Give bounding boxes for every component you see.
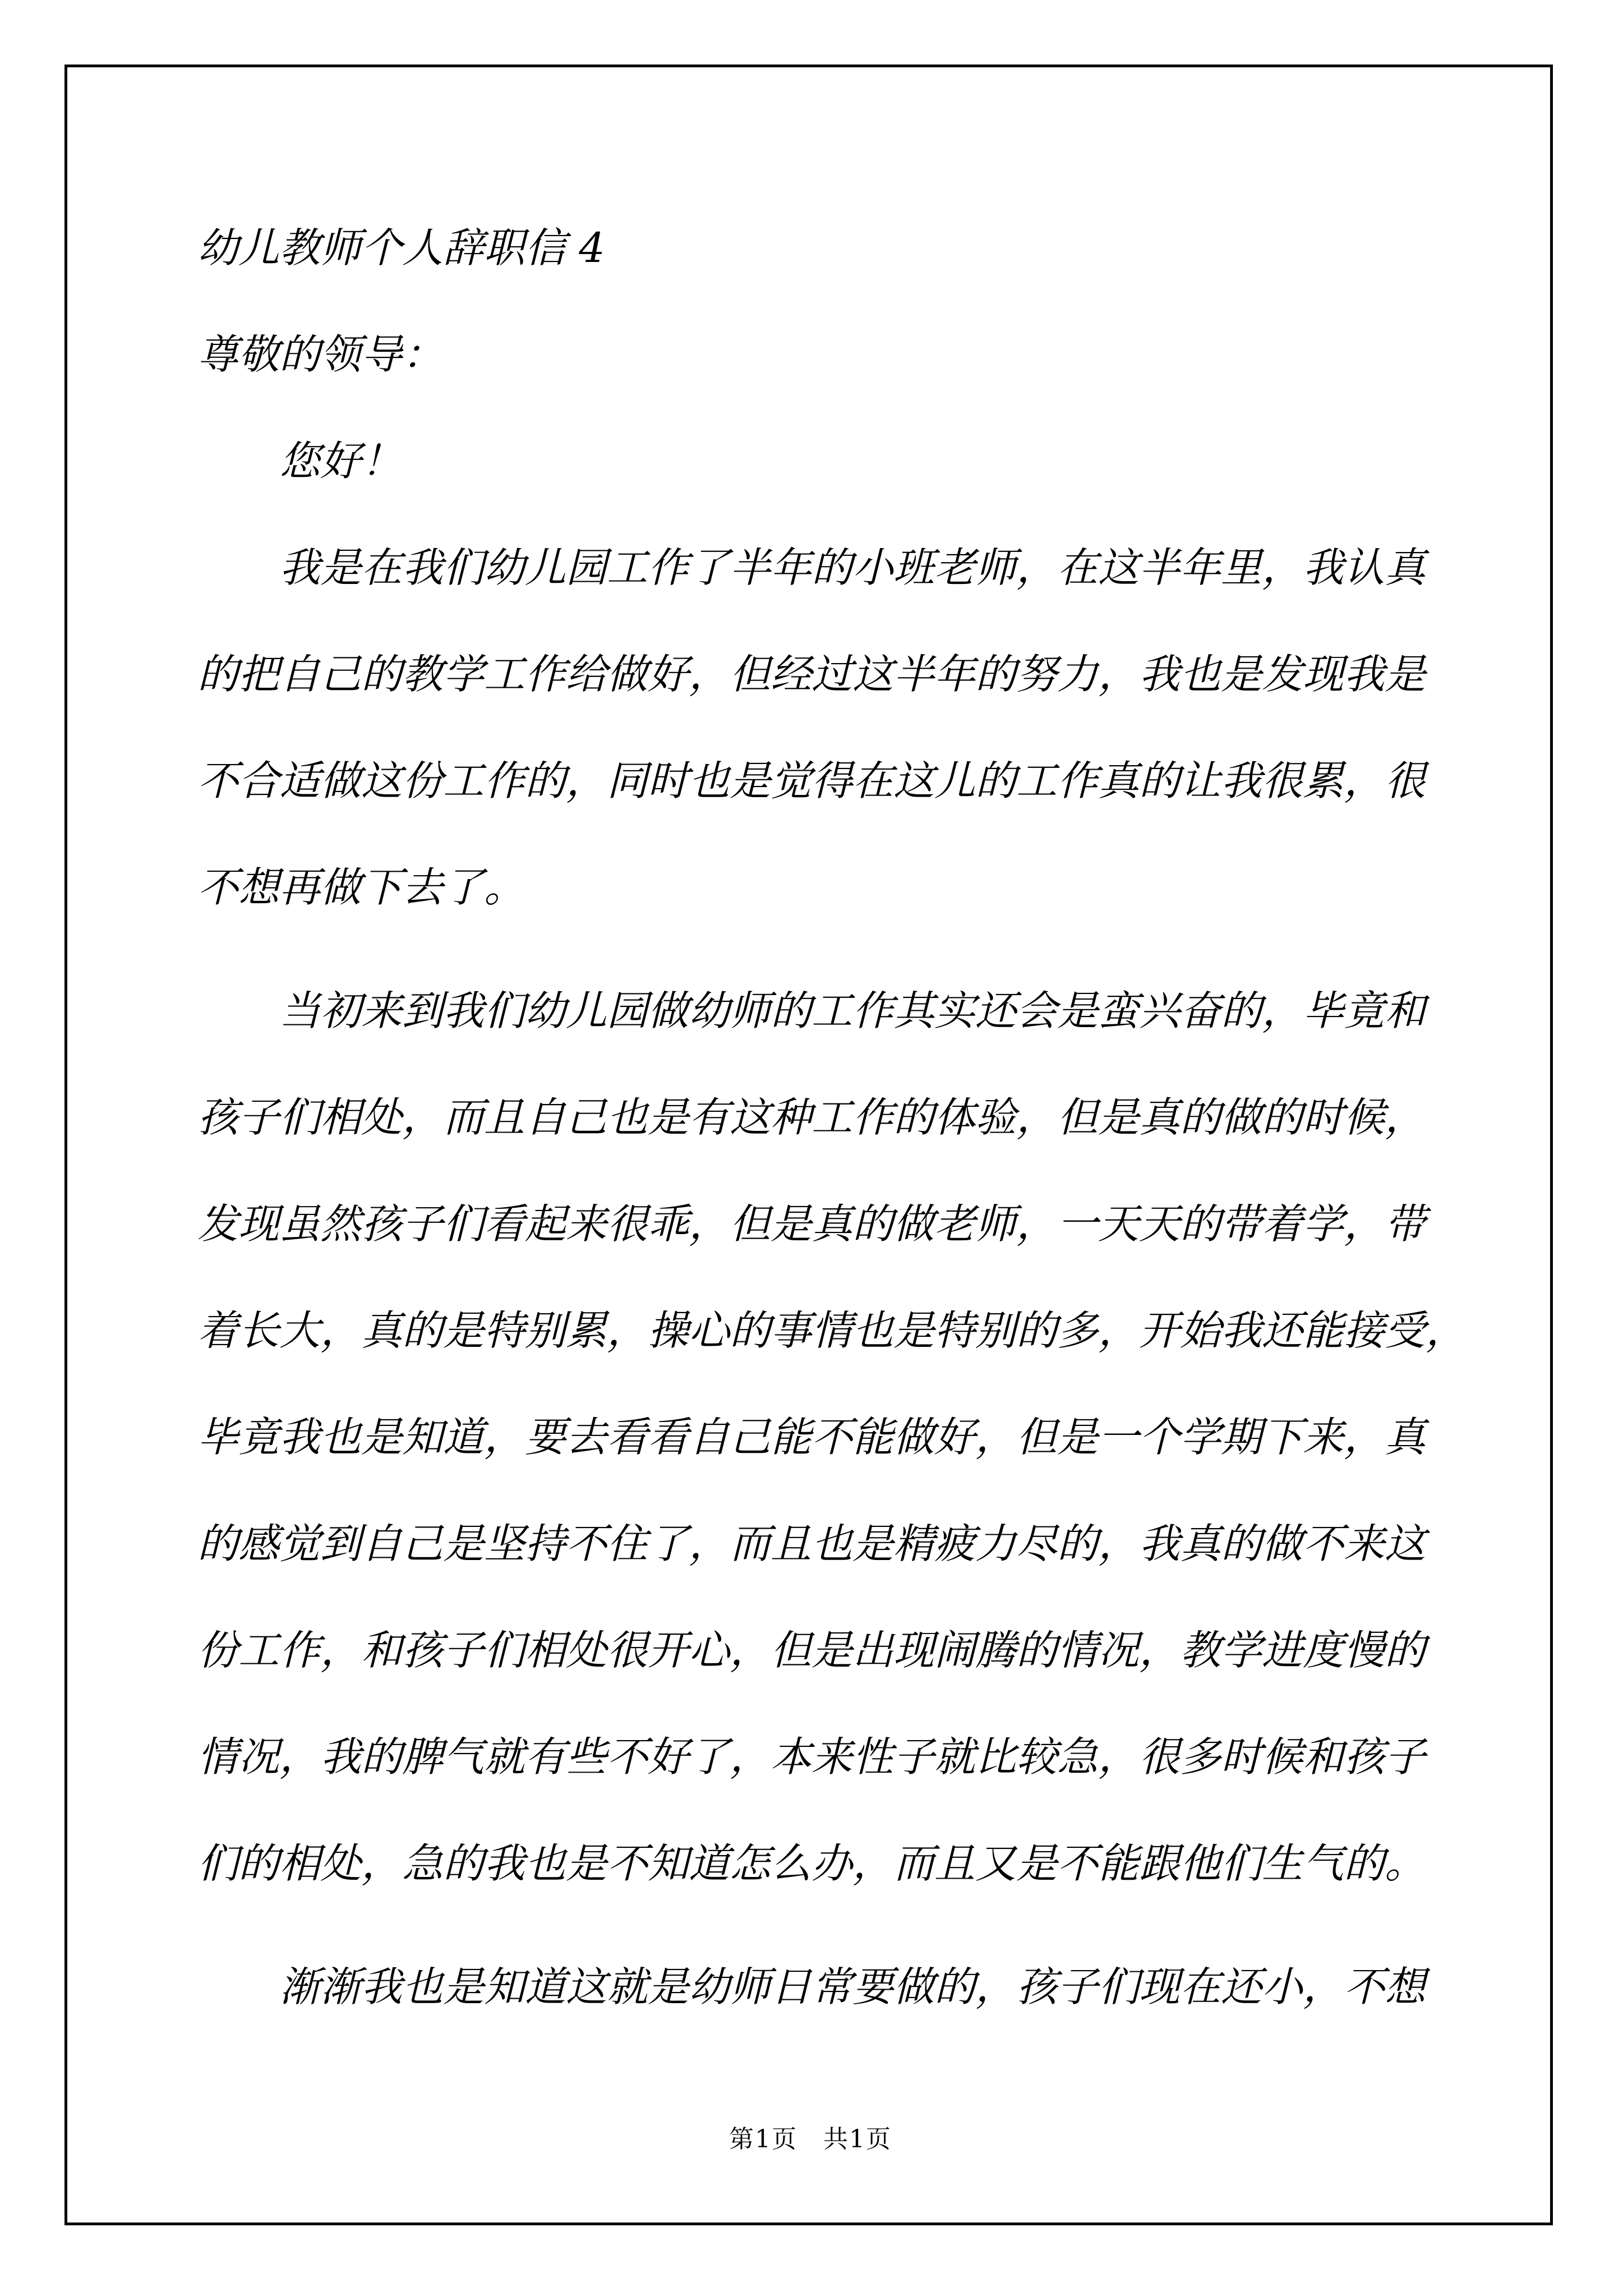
text-line: 尊敬的领导： [197, 331, 443, 379]
text-line: 毕竟我也是知道，要去看看自己能不能做好，但是一个学期下来，真 [197, 1414, 1426, 1461]
text-line: 的感觉到自己是坚持不住了，而且也是精疲力尽的，我真的做不来这 [197, 1520, 1426, 1568]
text-line: 情况，我的脾气就有些不好了，本来性子就比较急，很多时候和孩子 [197, 1733, 1426, 1781]
text-line: 我是在我们幼儿园工作了半年的小班老师，在这半年里，我认真 [279, 544, 1426, 592]
text-line: 的把自己的教学工作给做好，但经过这半年的努力，我也是发现我是 [197, 651, 1426, 698]
text-line: 着长大，真的是特别累，操心的事情也是特别的多，开始我还能接受， [197, 1307, 1467, 1355]
text-line: 您好！ [279, 438, 402, 485]
text-line: 当初来到我们幼儿园做幼师的工作其实还会是蛮兴奋的，毕竟和 [279, 987, 1426, 1035]
text-line: 不合适做这份工作的，同时也是觉得在这儿的工作真的让我很累，很 [197, 757, 1426, 805]
text-line: 渐渐我也是知道这就是幼师日常要做的，孩子们现在还小，不想 [279, 1963, 1426, 2011]
letter-body [197, 195, 1467, 2041]
text-line: 份工作，和孩子们相处很开心，但是出现闹腾的情况，教学进度慢的 [197, 1627, 1426, 1674]
text-line: 不想再做下去了。 [197, 864, 525, 912]
page-number-footer: 第1页 共1页 [729, 2125, 892, 2154]
text-line: 幼儿教师个人辞职信 4 [197, 224, 605, 272]
text-line: 孩子们相处，而且自己也是有这种工作的体验，但是真的做的时候， [197, 1094, 1426, 1142]
text-line: 们的相处，急的我也是不知道怎么办，而且又是不能跟他们生气的。 [197, 1840, 1426, 1888]
text-line: 发现虽然孩子们看起来很乖，但是真的做老师，一天天的带着学，带 [197, 1200, 1426, 1248]
